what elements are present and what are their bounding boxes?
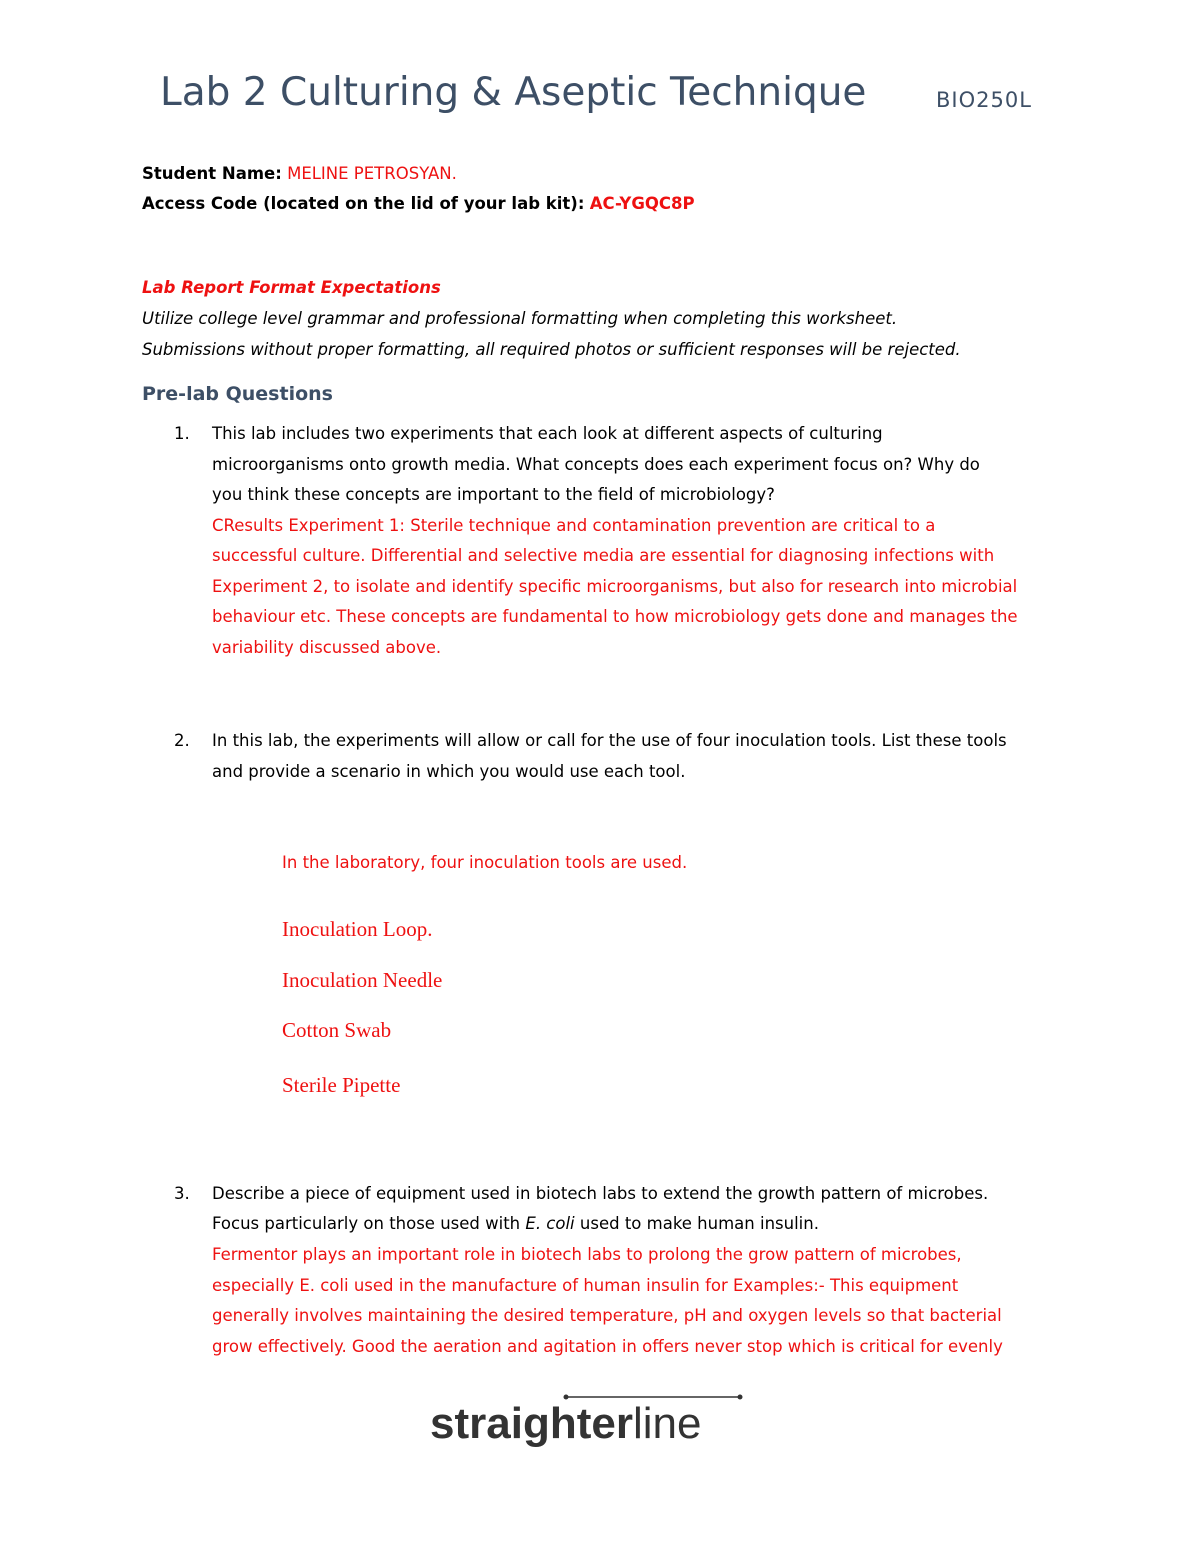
question-2-line: and provide a scenario in which you would use each tool. [212, 762, 686, 781]
question-3-text: Focus particularly on those used with [212, 1214, 526, 1233]
access-code-row [142, 194, 695, 213]
answer-3-line: grow effectively. Good the aeration and agitation in offers never stop which is critical for evenly [212, 1337, 1003, 1356]
question-1-line: microorganisms onto growth media. What concepts does each experiment focus on? Why do [212, 455, 980, 474]
answer-1-line: successful culture. Differential and selective media are essential for diagnosing infections with [212, 546, 995, 565]
format-line-2: Submissions without proper formatting, all required photos or sufficient responses will be rejected. [142, 340, 961, 359]
logo-text-bold: straighter [430, 1399, 633, 1448]
answer-3-line: generally involves maintaining the desired temperature, pH and oxygen levels so that bacterial [212, 1306, 1002, 1325]
question-1-line: This lab includes two experiments that each look at different aspects of culturing [212, 424, 883, 443]
student-name-value: MELINE PETROSYAN. [287, 164, 457, 183]
question-1-line: you think these concepts are important to the field of microbiology? [212, 485, 775, 504]
format-heading: Lab Report Format Expectations [142, 278, 441, 297]
answer-1-line: Experiment 2, to isolate and identify specific microorganisms, but also for research into microbial [212, 577, 1018, 596]
access-code-label: Access Code (located on the lid of your lab kit): [142, 194, 585, 213]
answer-1-line: variability discussed above. [212, 638, 442, 657]
question-3-line: Describe a piece of equipment used in biotech labs to extend the growth pattern of microbes. [212, 1184, 989, 1203]
question-3-number: 3. [174, 1184, 190, 1203]
question-3-line [212, 1214, 819, 1233]
answer-3-line: Fermentor plays an important role in biotech labs to prolong the grow pattern of microbes, [212, 1245, 962, 1264]
question-2-number: 2. [174, 731, 190, 750]
answer-2-intro: In the laboratory, four inoculation tools are used. [282, 853, 688, 872]
logo-text-light: line [632, 1399, 702, 1448]
straighterline-logo [430, 1390, 760, 1460]
student-name-row [142, 164, 457, 183]
prelab-heading: Pre-lab Questions [142, 383, 333, 405]
logo-graphic [430, 1390, 760, 1460]
question-1-number: 1. [174, 424, 190, 443]
student-name-label: Student Name: [142, 164, 282, 183]
access-code-value: AC-YGQC8P [589, 194, 695, 213]
format-line-1: Utilize college level grammar and professional formatting when completing this worksheet. [142, 309, 898, 328]
question-3-text: used to make human insulin. [574, 1214, 819, 1233]
question-3-organism: E. coli [525, 1214, 575, 1233]
document-title: Lab 2 Culturing & Aseptic Technique [160, 70, 867, 115]
tool-item: Cotton Swab [282, 1018, 392, 1042]
answer-1-line: CResults Experiment 1: Sterile technique and contamination prevention are critical to a [212, 516, 936, 535]
course-code: BIO250L [936, 88, 1032, 112]
tool-item: Inoculation Needle [282, 968, 443, 992]
answer-3-line: especially E. coli used in the manufacture of human insulin for Examples:- This equipment [212, 1276, 959, 1295]
svg-text:straighterline [430, 1399, 701, 1448]
question-2-line: In this lab, the experiments will allow or call for the use of four inoculation tools. List these tools [212, 731, 1007, 750]
tool-item: Inoculation Loop. [282, 917, 433, 941]
tool-item: Sterile Pipette [282, 1073, 401, 1097]
answer-1-line: behaviour etc. These concepts are fundamental to how microbiology gets done and manages the [212, 607, 1018, 626]
